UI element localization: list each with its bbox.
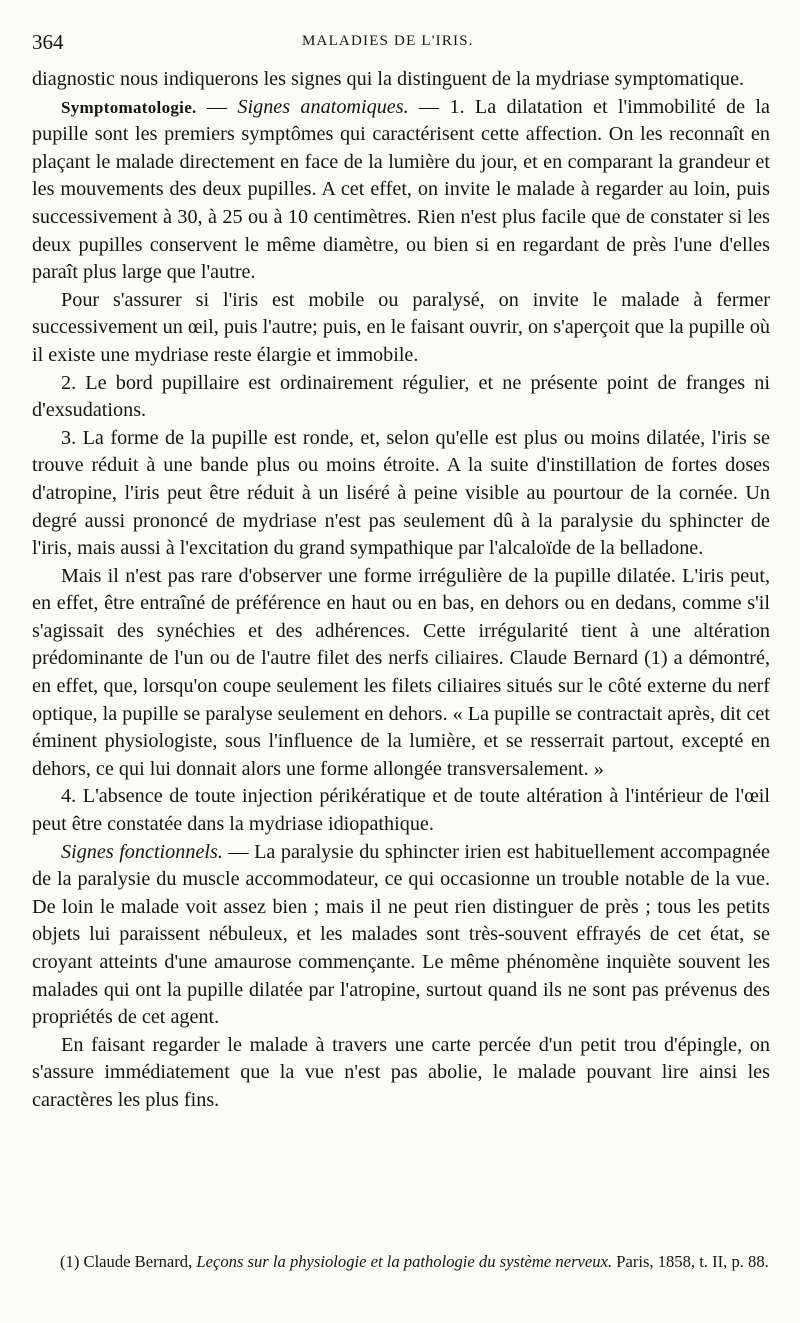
paragraph-pupil-shape: 3. La forme de la pupille est ronde, et, selon qu'elle est plus ou moins dilatée, l'iris se trouve réduit à une bande plus ou moins étroite. A la suite d'instillation de fortes doses d'atropine, l'iris peut être réduit à un liséré à peine visible au pourtour de la cornée. Un degré aussi prononcé de mydriase n'est pas seulement dû à la paralysie du sphincter de l'iris, mais aussi à l'excitation du grand sympathique par l'alcaloïde de la belladone.: [32, 426, 770, 560]
dash: —: [196, 95, 238, 118]
paragraph-continuation: diagnostic nous indiquerons les signes qui la distinguent de la mydriase symptomatique.: [32, 68, 745, 90]
paragraph-pupil-border: 2. Le bord pupillaire est ordinairement régulier, et ne présente point de franges ni d'exsudations.: [32, 371, 770, 422]
main-text: [32, 66, 770, 1115]
running-title: MALADIES DE L'IRIS.: [302, 33, 474, 49]
footnote-prefix: (1) Claude Bernard,: [60, 1252, 197, 1271]
subsection-heading: Signes fonctionnels.: [61, 840, 223, 863]
footnote-title: Leçons sur la physiologie et la pathologie du système nerveux.: [196, 1252, 613, 1271]
footnote-suffix: Paris, 1858, t. II, p. 88.: [612, 1252, 769, 1271]
paragraph-text: — La paralysie du sphincter irien est habituellement accompagnée de la paralysie du muscle accommodateur, ce qui occasionne un trouble notable de la vue. De loin le malade voit assez bien ; mais il ne peut rien distinguer de près ; tous les petits objets lui paraissent nébuleux, et les malades sont très-souvent effrayés de cet état, se croyant atteints d'une amaurose commençante. Le même phénomène inquiète souvent les malades qui ont la pupille dilatée par l'atropine, surtout quand ils ne sont pas prévenus des propriétés de cet agent.: [32, 840, 771, 1029]
paragraph-functional-signs: [32, 839, 770, 1032]
page-number: 364: [32, 30, 64, 54]
section-heading: Symptomatologie.: [61, 97, 197, 117]
subsection-heading: Signes anatomiques.: [237, 95, 409, 118]
paragraph-text: — 1. La dilatation et l'immobilité de la pupille sont les premiers symptômes qui caractérisent cette affection. On les reconnaît en plaçant le malade directement en face de la lumière du jour, et en comparant la grandeur et les mouvements des deux pupilles. A cet effet, on invite le malade à regarder au loin, puis successivement à 30, à 25 ou à 10 centimètres. Rien n'est plus facile que de constater si les deux pupilles conservent le même diamètre, ou bien si en regardant de près l'une d'elles paraît plus large que l'autre.: [32, 95, 770, 284]
footnote-text: [32, 1250, 770, 1273]
page-header: [32, 26, 760, 58]
footnote: [32, 1250, 770, 1273]
paragraph-pinhole-test: En faisant regarder le malade à travers une carte percée d'un petit trou d'épingle, on s'assure immédiatement que la vue n'est pas abolie, le malade pouvant lire ainsi les caractères les plus fins.: [32, 1033, 770, 1111]
paragraph-absence-injection: 4. L'absence de toute injection périkératique et de toute altération à l'intérieur de l'œil peut être constatée dans la mydriase idiopathique.: [32, 785, 770, 836]
paragraph-irregular-form: Mais il n'est pas rare d'observer une forme irrégulière de la pupille dilatée. L'iris peut, en effet, être entraîné de préférence en haut ou en bas, en dehors ou en dedans, comme s'il s'agissait des synéchies et des adhérences. Cette irrégularité tient à une altération prédominante de l'un ou de l'autre filet des nerfs ciliaires. Claude Bernard (1) a démontré, en effet, que, lorsqu'on coupe seulement les filets ciliaires situés sur le côté externe du nerf optique, la pupille se paralyse seulement en dehors. « La pupille se contractait après, dit cet éminent physiologiste, sous l'influence de la lumière, et se resserrait partout, excepté en dehors, ce qui lui donnait alors une forme allongée transversalement. »: [32, 564, 770, 780]
paragraph-iris-mobility: Pour s'assurer si l'iris est mobile ou paralysé, on invite le malade à fermer successivement un œil, puis l'autre; puis, en le faisant ouvrir, on s'aperçoit que la pupille où il existe une mydriase reste élargie et immobile.: [32, 288, 770, 366]
paragraph-symptomatology: [32, 94, 770, 287]
